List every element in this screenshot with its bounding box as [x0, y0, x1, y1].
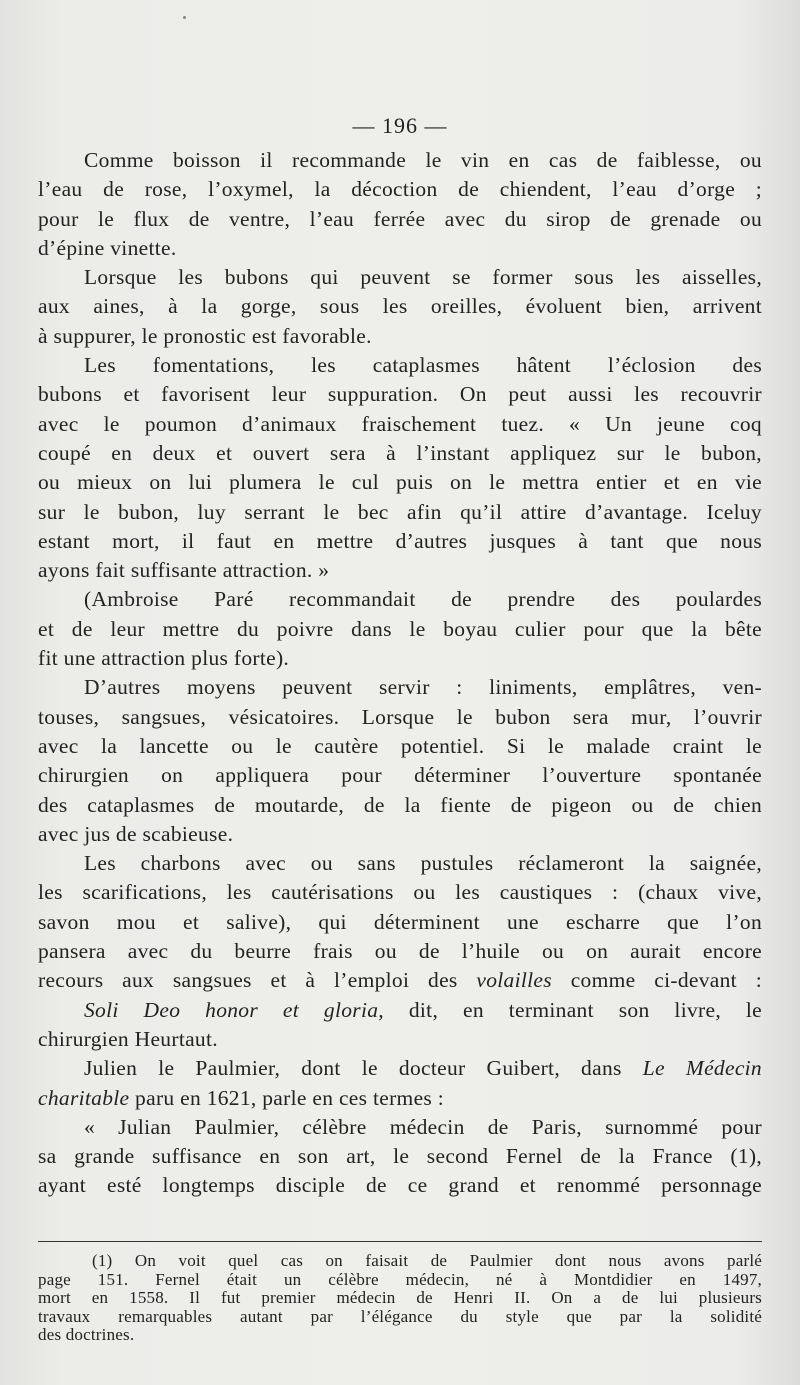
text-line: [38, 908, 762, 937]
text-run: Julien le Paulmier, dont le docteur Guibert, dans: [84, 1056, 643, 1081]
text-run: Les fomentations, les cataplasmes hâtent l’éclosion des: [84, 353, 762, 378]
text-line: [38, 292, 762, 321]
text-run: avec le poumon d’animaux fraischement tuez. « Un jeune coq: [38, 411, 762, 436]
text-line: [38, 556, 762, 585]
body-text: [38, 146, 762, 1201]
footnote-line: [38, 1326, 762, 1345]
text-line: [38, 205, 762, 234]
text-run: aux aines, à la gorge, sous les oreilles, évoluent bien, arrivent: [38, 294, 762, 319]
ink-speck: [183, 16, 186, 19]
text-line: [38, 644, 762, 673]
italic-text: Le Médecin: [642, 1056, 762, 1081]
text-line: [38, 673, 762, 702]
text-run: (1) On voit quel cas on faisait de Paulmier dont nous avons parlé: [92, 1252, 762, 1270]
text-run: d’épine vinette.: [38, 235, 177, 260]
text-line: [38, 1171, 762, 1200]
text-line: [38, 1142, 762, 1171]
text-line: [38, 1025, 762, 1054]
text-run: coupé en deux et ouvert sera à l’instant appliquez sur le bubon,: [38, 440, 762, 465]
text-run: page 151. Fernel était un célèbre médecin, né à Montdidier en 1497,: [38, 1270, 762, 1289]
text-line: [38, 380, 762, 409]
footnote-line: [38, 1271, 762, 1290]
text-line: [38, 1084, 762, 1113]
italic-text: charitable: [38, 1085, 130, 1110]
text-run: pansera avec du beurre frais ou de l’huile ou on aurait encore: [38, 939, 762, 964]
text-run: D’autres moyens peuvent servir : liniments, emplâtres, ven-: [84, 675, 762, 700]
text-line: [38, 761, 762, 790]
footnotes: [38, 1252, 762, 1345]
text-run: pour le flux de ventre, l’eau ferrée avec du sirop de grenade ou: [38, 206, 762, 231]
text-run: fit une attraction plus forte).: [38, 646, 290, 671]
text-line: [38, 322, 762, 351]
text-run: ou mieux on lui plumera le cul puis on le mettra entier et en vie: [38, 470, 762, 495]
text-line: [38, 966, 762, 995]
text-line: [38, 498, 762, 527]
text-run: l’eau de rose, l’oxymel, la décoction de chiendent, l’eau d’orge ;: [38, 177, 762, 202]
text-run: avec jus de scabieuse.: [38, 821, 234, 846]
text-run: les scarifications, les cautérisations ou les caustiques : (chaux vive,: [38, 880, 762, 905]
text-run: mort en 1558. Il fut premier médecin de Henri II. On a de lui plusieurs: [38, 1289, 762, 1307]
text-run: paru en 1621, parle en ces termes :: [129, 1085, 445, 1110]
text-line: [38, 146, 762, 175]
text-run: sa grande suffisance en son art, le second Fernel de la France (1),: [38, 1144, 762, 1169]
text-run: Les charbons avec ou sans pustules réclameront la saignée,: [84, 851, 762, 876]
text-line: [38, 820, 762, 849]
text-line: [38, 410, 762, 439]
text-run: (Ambroise Paré recommandait de prendre des poulardes: [84, 587, 762, 612]
text-line: [38, 527, 762, 556]
page-number: — 196 —: [352, 113, 448, 138]
italic-text: Soli Deo honor et gloria,: [84, 997, 384, 1022]
text-line: [38, 439, 762, 468]
text-line: [38, 234, 762, 263]
footnote-line: [38, 1308, 762, 1327]
text-run: chirurgien on appliquera pour déterminer l’ouverture spontanée: [38, 763, 762, 788]
text-run: travaux remarquables autant par l’élégance du style que par la solidité: [38, 1307, 762, 1326]
text-run: comme ci-devant :: [551, 968, 762, 993]
text-run: des doctrines.: [38, 1326, 135, 1344]
text-run: bubons et favorisent leur suppuration. On peut aussi les recouvrir: [38, 382, 762, 407]
text-line: [38, 263, 762, 292]
text-run: touses, sangsues, vésicatoires. Lorsque le bubon sera mur, l’ouvrir: [38, 704, 762, 729]
text-line: [38, 468, 762, 497]
text-run: sur le bubon, luy serrant le bec afin qu’il attire d’avantage. Iceluy: [38, 499, 762, 524]
footnote-line: [38, 1289, 762, 1308]
text-run: et de leur mettre du poivre dans le boyau culier pour que la bête: [38, 616, 762, 641]
text-run: chirurgien Heurtaut.: [38, 1026, 218, 1051]
text-run: dit, en terminant son livre, le: [383, 997, 762, 1022]
text-line: [38, 878, 762, 907]
text-run: ayons fait suffisante attraction. »: [38, 558, 330, 583]
text-line: [38, 615, 762, 644]
text-line: [38, 585, 762, 614]
text-line: [38, 996, 762, 1025]
text-line: [38, 732, 762, 761]
text-run: ayant esté longtemps disciple de ce grand et renommé personnage: [38, 1173, 762, 1198]
italic-text: volailles: [476, 968, 552, 993]
text-run: « Julian Paulmier, célèbre médecin de Paris, surnommé pour: [84, 1114, 762, 1139]
text-line: [38, 1054, 762, 1083]
text-run: recours aux sangsues et à l’emploi des: [38, 968, 477, 993]
text-run: des cataplasmes de moutarde, de la fiente de pigeon ou de chien: [38, 792, 762, 817]
text-run: Comme boisson il recommande le vin en cas de faiblesse, ou: [84, 148, 762, 172]
text-line: [38, 791, 762, 820]
text-run: estant mort, il faut en mettre d’autres jusques à tant que nous: [38, 528, 762, 553]
text-run: Lorsque les bubons qui peuvent se former sous les aisselles,: [84, 265, 762, 290]
text-run: savon mou et salive), qui déterminent une escharre que l’on: [38, 909, 762, 934]
footnote-rule: [38, 1241, 762, 1242]
text-line: [38, 703, 762, 732]
text-line: [38, 175, 762, 204]
text-line: [38, 351, 762, 380]
footnote-line: [82, 1252, 762, 1271]
text-line: [38, 937, 762, 966]
text-run: avec la lancette ou le cautère potentiel. Si le malade craint le: [38, 733, 762, 758]
text-line: [38, 1113, 762, 1142]
text-line: [38, 849, 762, 878]
text-run: à suppurer, le pronostic est favorable.: [38, 323, 372, 348]
